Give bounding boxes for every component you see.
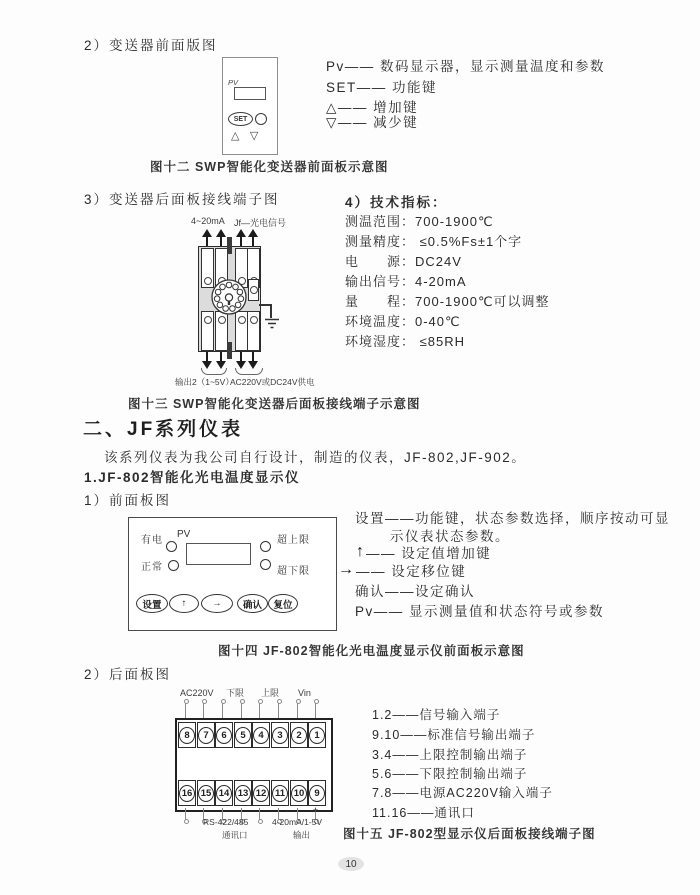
- leader-line: [259, 808, 260, 820]
- screw-icon: [204, 316, 212, 324]
- terminal-cell: [234, 780, 252, 806]
- leader-line: [222, 703, 223, 718]
- down-triangle-button: ▽: [249, 130, 259, 142]
- jf-rear-terminal-block: [175, 718, 333, 812]
- up-arrow-icon: [216, 229, 226, 246]
- terminal-description: 1.2——信号输入端子: [372, 708, 501, 722]
- lower-limit-led-icon: [260, 559, 271, 570]
- heading-jf-rear: 2）后面板图: [84, 667, 172, 682]
- leader-line: [185, 703, 186, 718]
- set-button: 设置: [136, 594, 168, 613]
- label-output2: 输出2（1~5V）: [175, 377, 234, 387]
- terminal-number: 15: [198, 785, 214, 802]
- figure-14-caption: 图十四 JF-802智能化光电温度显示仪前面板示意图: [218, 644, 525, 658]
- label-power: AC220V或DC24V供电: [230, 377, 315, 387]
- normal-lamp-label: 正常: [141, 562, 163, 573]
- terminal-number: 7: [198, 727, 214, 744]
- terminal-cell: [215, 780, 233, 806]
- leader-line: [185, 808, 186, 820]
- up-arrow-icon: [202, 229, 212, 246]
- heading-jf-front: 1）前面板图: [84, 493, 172, 508]
- terminal-number: 8: [179, 727, 195, 744]
- terminal-cell: [308, 722, 326, 748]
- minus-mark: -: [286, 805, 289, 815]
- terminal-number: 6: [216, 727, 232, 744]
- figure-15-caption: 图十五 JF-802型显示仪后面板接线端子图: [343, 827, 596, 841]
- swp-pv-label: PV: [228, 78, 239, 87]
- legend-line: 设置——功能键，状态参数选择，顺序按动可显: [355, 511, 670, 526]
- heading-swp-rear: 3）变送器后面板接线端子图: [84, 192, 280, 207]
- bracket-mark: [201, 368, 227, 375]
- terminal-slot: [248, 279, 259, 301]
- dot-icon: [277, 699, 282, 704]
- jf-front-panel-diagram: [128, 517, 337, 631]
- terminal-cell: [178, 722, 196, 748]
- up-arrow-icon: [236, 229, 246, 246]
- shift-button: →: [201, 594, 233, 613]
- legend-up-line: [356, 542, 491, 562]
- terminal-cell: [290, 780, 308, 806]
- upper-limit-led-icon: [260, 541, 271, 552]
- swp-front-panel-diagram: [222, 57, 278, 155]
- comm-port-label: RS-422/485: [203, 817, 249, 827]
- dot-icon: [258, 819, 263, 824]
- set-button: SET: [228, 112, 253, 126]
- terminal-number: 12: [253, 785, 269, 802]
- terminal-number: 3: [272, 727, 288, 744]
- spec-line: 测量精度： ≤0.5%Fs±1个字: [345, 234, 523, 249]
- up-arrow-icon: ↑: [356, 543, 364, 560]
- label-jf-signal: Jf—光电信号: [234, 218, 287, 228]
- legend-line: Pv—— 显示测量值和状态符号或参数: [355, 604, 605, 619]
- screw-icon: [250, 286, 258, 294]
- terminal-cell: [197, 722, 215, 748]
- figure-12-caption: 图十二 SWP智能化变送器前面板示意图: [150, 160, 389, 174]
- over-lower-label: 超下限: [277, 566, 310, 577]
- leader-line: [315, 703, 316, 718]
- jf-rear-label: 上限: [261, 688, 280, 698]
- down-arrow-icon: [236, 352, 246, 369]
- reset-button: 复位: [268, 594, 298, 613]
- normal-led-icon: [168, 560, 179, 571]
- down-arrow-icon: [202, 352, 212, 369]
- terminal-cell: [271, 780, 289, 806]
- terminal-cell: [308, 780, 326, 806]
- page-number: 10: [338, 857, 364, 871]
- legend-right-line: [338, 560, 466, 580]
- power-lamp-label: 有电: [141, 535, 163, 546]
- up-arrow-icon: [248, 229, 258, 246]
- jf-model-line: 1.JF-802智能化光电温度显示仪: [84, 470, 301, 485]
- down-arrow-icon: [248, 352, 258, 369]
- legend-line: —— 设定值增加键: [366, 546, 492, 561]
- terminal-description: 9.10——标准信号输出端子: [372, 728, 536, 742]
- down-arrow-icon: [216, 352, 226, 369]
- terminal-number: 13: [235, 785, 251, 802]
- leader-line: [297, 703, 298, 718]
- section-heading-jf: 二、JF系列仪表: [83, 419, 244, 440]
- legend-line: 确认——设定确认: [355, 584, 475, 599]
- power-led-icon: [166, 541, 177, 552]
- jf-display: [186, 543, 251, 565]
- jf-rear-label: 下限: [226, 688, 245, 698]
- legend-line: —— 设定移位键: [356, 564, 467, 579]
- terminal-slot: [247, 311, 260, 351]
- spec-line: 测温范围：700-1900℃: [345, 214, 494, 229]
- spec-line: 输出信号：4-20mA: [345, 274, 467, 289]
- round-button: [255, 113, 267, 125]
- terminal-cell: [197, 780, 215, 806]
- round-connector-icon: [209, 277, 249, 317]
- jf-intro: 该系列仪表为我公司自行设计，制造的仪表，JF-802,JF-902。: [104, 450, 527, 465]
- leader-line: [278, 703, 279, 718]
- screw-icon: [238, 316, 246, 324]
- ground-wire: [270, 304, 272, 318]
- spec-line: 环境温度：0-40℃: [345, 314, 461, 329]
- key-slot: [227, 237, 232, 254]
- heading-swp-front: 2）变送器前面版图: [84, 38, 218, 53]
- terminal-cell: [178, 780, 196, 806]
- dot-icon: [184, 699, 189, 704]
- terminal-description: 5.6——下限控制输出端子: [372, 767, 528, 781]
- terminal-number: 9: [309, 785, 325, 802]
- label-4-20ma: 4~20mA: [191, 216, 225, 226]
- legend-line: 示仪表状态参数。: [390, 529, 510, 544]
- jf-rear-label: AC220V: [180, 688, 214, 698]
- terminal-number: 16: [179, 785, 195, 802]
- screw-icon: [218, 316, 226, 324]
- leader-line: [241, 703, 242, 718]
- terminal-cell: [271, 722, 289, 748]
- increase-button: ↑: [169, 594, 199, 613]
- right-arrow-icon: →: [338, 561, 354, 578]
- dot-icon: [258, 699, 263, 704]
- up-triangle-button: △: [231, 130, 240, 142]
- terminal-number: 4: [253, 727, 269, 744]
- spec-line: 电 源：DC24V: [345, 254, 462, 269]
- dot-icon: [240, 699, 245, 704]
- heading-specs: 4）技术指标：: [345, 195, 448, 210]
- legend-line: SET—— 功能键: [326, 80, 438, 95]
- output-label: 4-20mA/1-5V: [272, 817, 323, 827]
- terminal-number: 11: [272, 785, 288, 802]
- terminal-description: 11.16——通讯口: [372, 806, 475, 820]
- spec-line: 环境湿度： ≤85RH: [345, 334, 465, 349]
- over-upper-label: 超上限: [277, 535, 310, 546]
- comm-port-label: 通讯口: [222, 830, 248, 840]
- legend-line: ▽—— 减少键: [326, 115, 419, 130]
- terminal-number: 5: [235, 727, 251, 744]
- legend-line: △—— 增加键: [326, 100, 419, 115]
- terminal-number: 2: [291, 727, 307, 744]
- output-label: 输出: [293, 830, 311, 840]
- terminal-cell: [252, 780, 270, 806]
- leader-line: [259, 703, 260, 718]
- terminal-slot: [201, 311, 214, 351]
- dot-icon: [202, 699, 207, 704]
- legend-line: Pv—— 数码显示器，显示测量温度和参数: [326, 59, 606, 74]
- spec-line: 量 程：700-1900℃可以调整: [345, 294, 550, 309]
- swp-rear-socket-body: [198, 246, 261, 352]
- terminal-number: 14: [216, 785, 232, 802]
- plus-mark: +: [313, 805, 319, 815]
- ground-icon: [264, 318, 280, 330]
- key-slot: [227, 342, 232, 359]
- jf-rear-label: Vin: [298, 688, 311, 698]
- triangle-buttons: [231, 126, 258, 144]
- confirm-button: 确认: [237, 594, 268, 613]
- figure-13-caption: 图十三 SWP智能化变送器后面板接线端子示意图: [128, 397, 421, 411]
- leader-line: [203, 703, 204, 718]
- dot-icon: [314, 699, 319, 704]
- bracket-mark: [235, 368, 263, 375]
- jf-pv-label: PV: [177, 529, 191, 540]
- terminal-cell: [234, 722, 252, 748]
- terminal-number: 1: [309, 727, 325, 744]
- swp-display: [234, 87, 266, 100]
- terminal-description: 7.8——电源AC220V输入端子: [372, 786, 553, 800]
- dot-icon: [296, 699, 301, 704]
- screw-icon: [250, 316, 258, 324]
- terminal-number: 10: [291, 785, 307, 802]
- terminal-cell: [252, 722, 270, 748]
- terminal-cell: [215, 722, 233, 748]
- top-leader-lines: [175, 700, 329, 718]
- terminal-cell: [290, 722, 308, 748]
- dot-icon: [221, 699, 226, 704]
- terminal-description: 3.4——上限控制输出端子: [372, 748, 528, 762]
- dot-icon: [184, 819, 189, 824]
